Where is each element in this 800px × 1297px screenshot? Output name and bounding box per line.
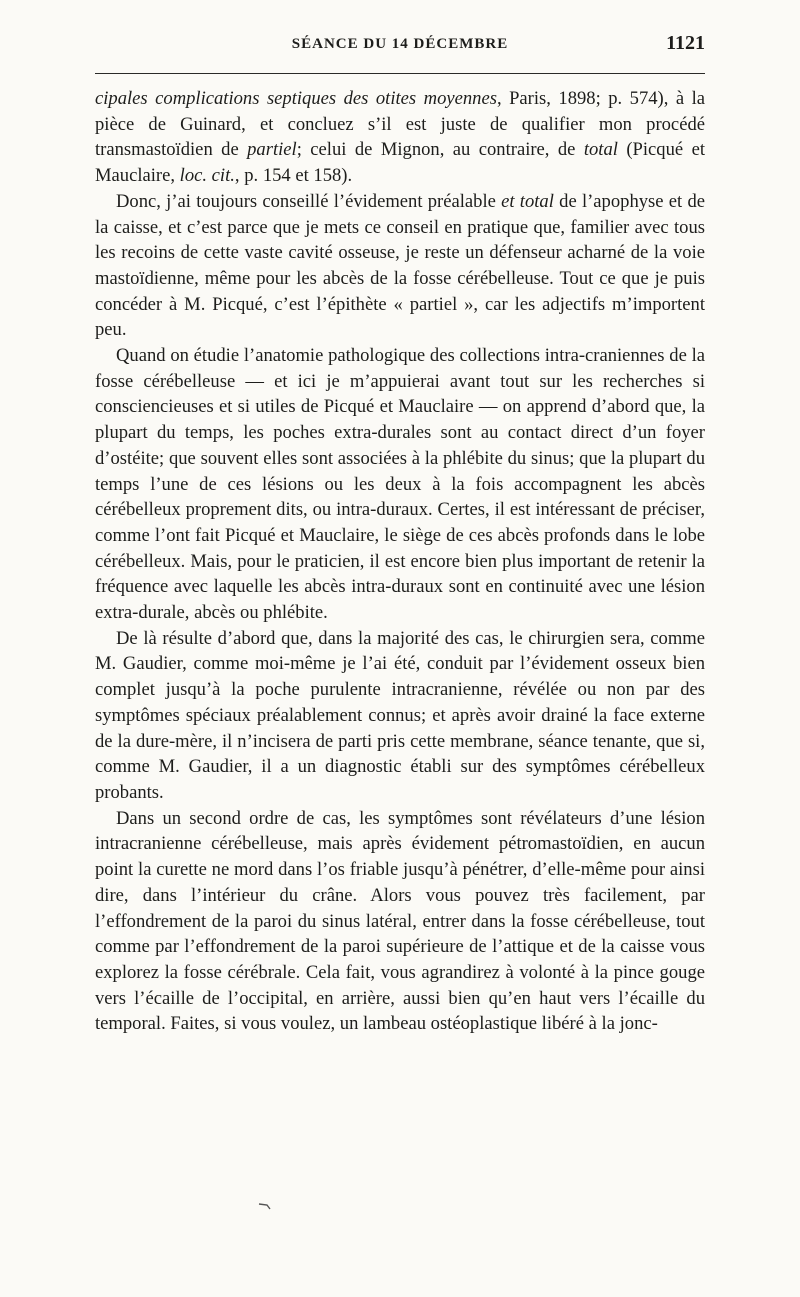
text-italic: et total — [501, 190, 554, 212]
page-header — [95, 30, 705, 62]
running-title: SÉANCE DU 14 DÉCEMBRE — [291, 36, 509, 52]
paragraph — [95, 189, 705, 343]
text: , p. 154 et 158). — [234, 165, 353, 187]
text: ; celui de Mignon, au contraire, de — [296, 139, 584, 161]
ink-smudge — [258, 1202, 272, 1210]
text: Quand on étudie l’anatomie pathologique des collections intra-craniennes de la fosse cérébelleuse — et ici je m’appuierai avant tout sur les recherches si consciencieuses et si utiles de Picqué et Mauclaire — on apprend d’abord que, la plupart du temps, les poches extra-durales sont au contact direct d’un foyer d’ostéite; que souvent elles sont associées à la phlébite du sinus; que la plupart du temps l’une de ces lésions ou les deux à la fois accompagnent les abcès cérébelleux proprement dits, ou intra-duraux. Certes, il est intéressant de préciser, comme l’ont fait Picqué et Mauclaire, le siège de ces abcès profonds dans le lobe cérébelleux. Mais, pour le praticien, il est encore bien plus important de retenir la fréquence avec laquelle les abcès intra-duraux sont en continuité avec une lésion extra-durale, abcès ou phlébite. — [95, 345, 705, 624]
paragraph — [95, 626, 705, 806]
page-number: 1121 — [666, 32, 705, 54]
header-rule — [95, 73, 705, 74]
text: , Paris, 1898; p. 574), à la pièce de Guinard, et concluez s’il est juste de qualifier mon procédé transmastoïdien de — [95, 88, 705, 161]
text: (Picqué et Mauclaire, — [95, 139, 705, 187]
paragraph — [95, 806, 705, 1037]
text: Dans un second ordre de cas, les symptômes sont révélateurs d’une lésion intracranienne cérébelleuse, mais après évidement pétromastoïdien, en aucun point la curette ne mord dans l’os friable jusqu’à pénétrer, d’elle-même pour ainsi dire, dans l’intérieur du crâne. Alors vous pouvez très facilement, par l’effondrement de la paroi du sinus latéral, entrer dans la fosse cérébelleuse, tout comme par l’effondrement de la paroi supérieure de l’attique et de la caisse vous explorez la fosse cérébrale. Cela fait, vous agrandirez à volonté à la pince gouge vers l’écaille de l’occipital, en arrière, aussi bien qu’en haut vers l’écaille du temporal. Faites, si vous voulez, un lambeau ostéoplastique libéré à la jonc- — [95, 807, 705, 1035]
text-italic: loc. cit. — [179, 165, 235, 187]
body-text — [95, 86, 705, 1037]
text: de l’apophyse et de la caisse, et c’est parce que je mets ce conseil en pratique que, familier avec tous les recoins de cette vaste cavité osseuse, je reste un défenseur acharné de la voie mastoïdienne, même pour les abcès de la fosse cérébelleuse. Tout ce que je puis concéder à M. Picqué, c’est l’épithète « partiel », car les adjectifs m’importent peu. — [95, 190, 705, 341]
text-italic: partiel — [247, 139, 297, 161]
paragraph — [95, 343, 705, 626]
text-italic: total — [583, 139, 618, 161]
text: Donc, j’ai toujours conseillé l’évidement préalable — [116, 190, 502, 212]
paragraph — [95, 86, 705, 189]
text: De là résulte d’abord que, dans la majorité des cas, le chirurgien sera, comme M. Gaudier, comme moi-même je l’ai été, conduit par l’évidement osseux bien complet jusqu’à la poche purulente intracranienne, révélée ou non par des symptômes spéciaux préalablement connus; et après avoir drainé la face externe de la dure-mère, il n’incisera de parti pris cette membrane, séance tenante, que si, comme M. Gaudier, il a un diagnostic établi sur des symptômes cérébelleux probants. — [95, 627, 705, 803]
text-italic: cipales complications septiques des otites moyennes — [95, 88, 497, 109]
